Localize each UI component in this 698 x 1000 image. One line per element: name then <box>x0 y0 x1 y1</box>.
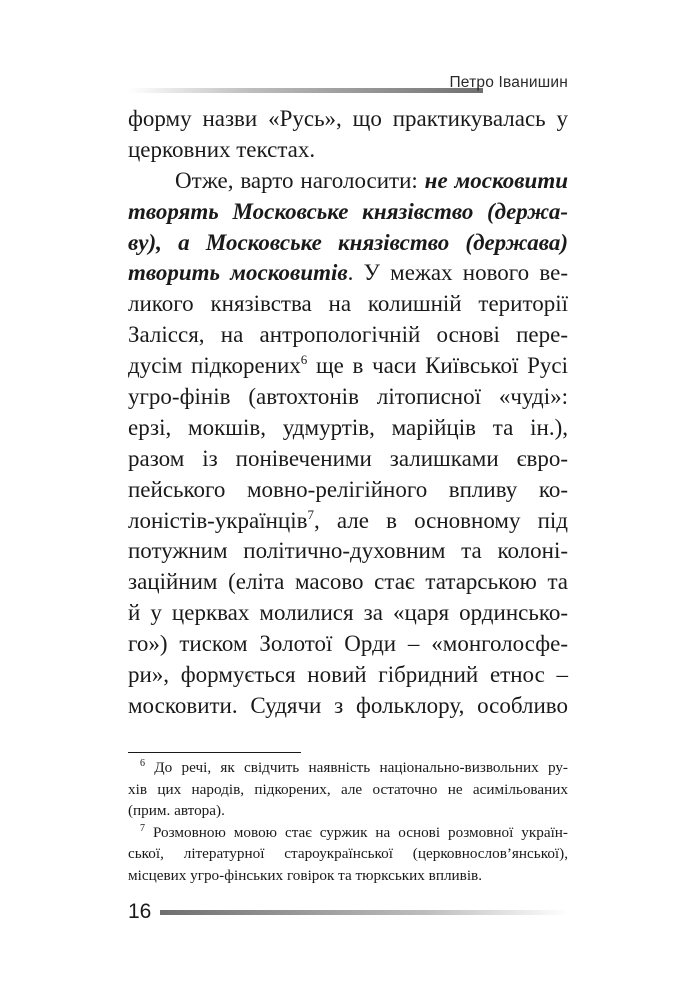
footnote-separator <box>128 752 301 753</box>
text-line: потужним політично-духовним та колоні- <box>128 538 568 564</box>
text-line: го») тиском Золотої Орди – «монголосфе- <box>128 631 568 657</box>
footnote-line: хів цих народів, підкорених, але остаточно не асимільованих <box>128 780 568 798</box>
footnote-ref-6[interactable]: 6 <box>300 352 308 368</box>
text-line <box>128 258 568 289</box>
text-line: заційним (еліта масово стає татарською та <box>128 569 568 595</box>
line-text: , але в основному під <box>314 507 568 533</box>
header-author: Петро Іванишин <box>449 74 568 91</box>
page-footer <box>128 900 568 930</box>
footnote-number: 7 <box>140 822 145 834</box>
text-line: форму назви «Русь», що практикувалась у <box>128 106 568 131</box>
text-line: московити. Судячи з фольклору, особливо <box>128 692 568 718</box>
line-text: ще в часи Київської Русі <box>307 353 569 379</box>
text-line: ри», формується новий гібридний етнос – <box>128 662 568 688</box>
line-text: дусім підкорених <box>128 353 301 379</box>
running-header <box>128 68 568 98</box>
footnote-text: Розмовною мовою стає суржик на основі розмовної україн- <box>145 823 568 841</box>
emphasis-text: творить московитів <box>128 260 348 286</box>
page-number: 16 <box>128 900 152 923</box>
text-line: разом із понівеченими залишками євро- <box>128 445 568 471</box>
footnote-line: (прим. автора). <box>128 802 225 820</box>
footnote-6 <box>128 757 568 779</box>
line-text: лоністів-українців <box>128 507 308 533</box>
line-text: Отже, варто наголосити: <box>175 167 425 193</box>
text-line <box>128 166 568 197</box>
header-rule <box>128 88 483 93</box>
main-text <box>128 104 568 722</box>
text-line: угро-фінів (автохтонів літописної «чуді»: <box>128 384 568 410</box>
text-line: пейського мовно-релігійного впливу ко- <box>128 476 568 502</box>
text-line: й у церквах молилися за «царя ординсько- <box>128 600 568 626</box>
footnote-7 <box>128 822 568 844</box>
text-line <box>128 351 568 382</box>
footnote-ref-7[interactable]: 7 <box>307 506 314 522</box>
text-line <box>128 506 568 537</box>
emphasis-line: ву), а Московське князівство (держава) <box>128 229 568 255</box>
footnote-text: До речі, як свідчить наявність національно-визвольних ру- <box>145 759 568 776</box>
line-text: . У межах нового ве- <box>347 260 568 286</box>
footnote-line: ської, літературної староукраїнської (церковнослов’янської), <box>128 845 568 863</box>
footnote-number: 6 <box>140 758 145 769</box>
footnotes <box>128 757 568 887</box>
emphasis-line: творять Московське князівство (держа- <box>128 198 568 224</box>
text-line: Залісся, на антропологічній основі пере- <box>128 322 568 348</box>
text-line: ерзі, мокшів, удмуртів, марійців та ін.), <box>128 414 568 440</box>
footnote-line: місцевих угро-фінських говірок та тюркських впливів. <box>128 866 483 884</box>
footer-rule <box>160 910 568 915</box>
emphasis-text: не московити <box>424 167 568 193</box>
text-line: церковних текстах. <box>128 136 316 162</box>
text-line: ликого князівства на колишній території <box>128 291 568 317</box>
